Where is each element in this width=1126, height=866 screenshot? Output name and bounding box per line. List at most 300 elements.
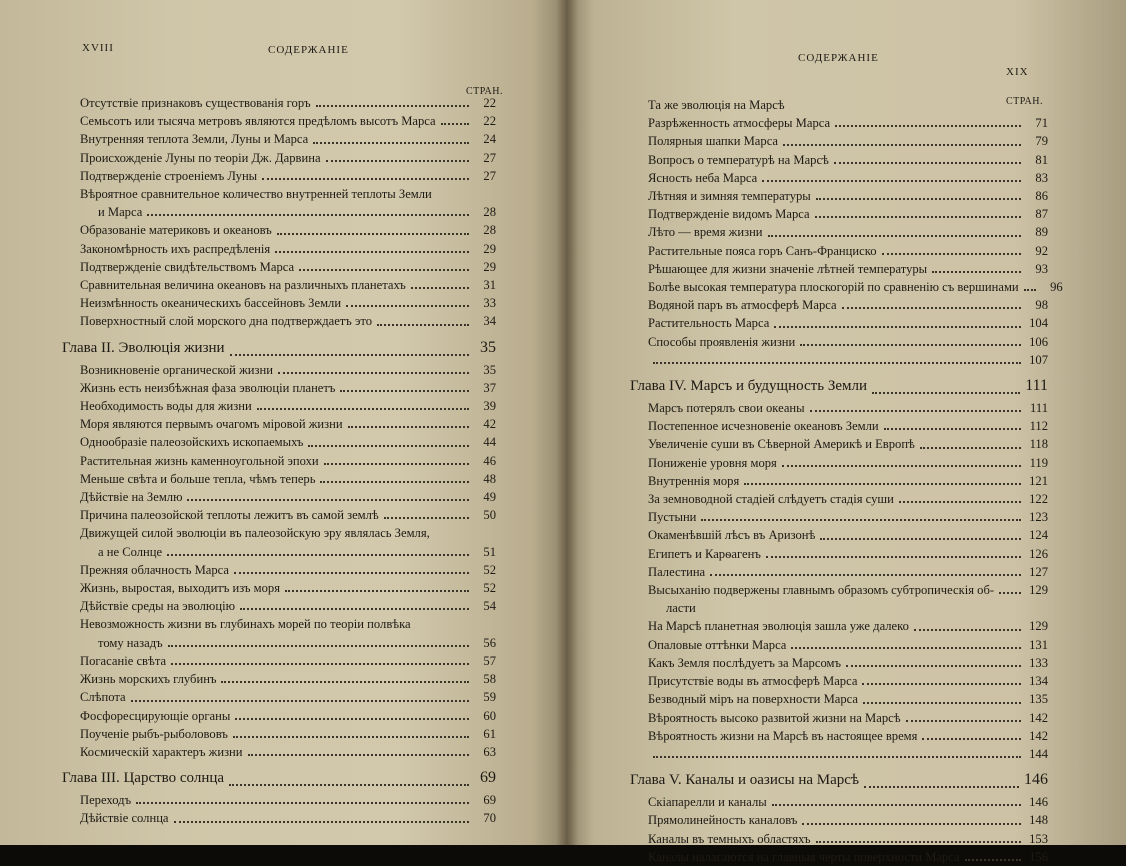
toc-entry bbox=[80, 524, 496, 542]
dot-leader bbox=[835, 124, 1021, 127]
dot-leader bbox=[920, 446, 1021, 449]
dot-leader bbox=[229, 783, 469, 786]
toc-entry-title: Меньше свѣта и больше тепла, чѣмъ теперь bbox=[80, 471, 316, 486]
right-folio: XIX bbox=[1006, 66, 1029, 78]
toc-entry-title: Растительная жизнь каменноугольной эпохи bbox=[80, 453, 319, 468]
toc-entry-title: Неизмѣнность океаническихъ бассейновъ Земли bbox=[80, 296, 342, 311]
toc-entry-page-number: 135 bbox=[1029, 692, 1048, 707]
dot-leader bbox=[772, 803, 1021, 806]
toc-entry-page-number: 63 bbox=[483, 744, 496, 759]
toc-entry-page-number: 61 bbox=[483, 726, 496, 741]
dot-leader bbox=[914, 628, 1021, 631]
toc-entry-title: Растительность Марса bbox=[648, 316, 770, 331]
toc-entry-page-number: 98 bbox=[1035, 298, 1048, 313]
toc-entry-page-number: 46 bbox=[483, 453, 496, 468]
dot-leader bbox=[932, 270, 1021, 273]
toc-entry-page-number: 59 bbox=[483, 690, 496, 705]
toc-entry-title: Образованіе материковъ и океановъ bbox=[80, 223, 272, 238]
dot-leader bbox=[965, 858, 1021, 861]
toc-entry bbox=[80, 94, 496, 112]
dot-leader bbox=[441, 122, 469, 125]
toc-entry-page-number: 127 bbox=[1029, 564, 1048, 579]
toc-entry-title: Подтвержденіе видомъ Марса bbox=[648, 207, 810, 222]
toc-entry-page-number: 58 bbox=[483, 672, 496, 687]
toc-entry-title: Погасаніе свѣта bbox=[80, 653, 167, 668]
dot-leader bbox=[782, 464, 1021, 467]
dot-leader bbox=[862, 682, 1021, 685]
dot-leader bbox=[766, 555, 1021, 558]
toc-entry-title: Каналы налагаются на главныя черты поверхности Марса bbox=[648, 849, 960, 864]
toc-entry bbox=[648, 490, 1048, 508]
toc-entry-title: Палестина bbox=[648, 564, 706, 579]
toc-entry bbox=[80, 112, 496, 130]
toc-entry bbox=[80, 167, 496, 185]
toc-entry-page-number: 39 bbox=[483, 399, 496, 414]
toc-entry-page-number: 133 bbox=[1029, 655, 1048, 670]
toc-entry bbox=[80, 561, 496, 579]
toc-entry-title: Глава II. Эволюція жизни bbox=[62, 339, 225, 356]
toc-entry-title: Вопросъ о температурѣ на Марсѣ bbox=[648, 152, 829, 167]
dot-leader bbox=[174, 820, 469, 823]
toc-entry-title: Растительные пояса горъ Санъ-Франциско bbox=[648, 243, 877, 258]
toc-entry bbox=[648, 508, 1048, 526]
toc-entry-title: Невозможность жизни въ глубинахъ морей по теоріи полвѣка bbox=[80, 617, 411, 632]
dot-leader bbox=[774, 325, 1021, 328]
toc-entry-title: Прежняя облачность Марса bbox=[80, 562, 230, 577]
toc-entry-page-number: 96 bbox=[1050, 280, 1063, 295]
toc-entry-page-number: 123 bbox=[1029, 510, 1048, 525]
dot-leader bbox=[872, 391, 1020, 394]
toc-entry-page-number: 51 bbox=[483, 544, 496, 559]
dot-leader bbox=[653, 755, 1021, 758]
toc-entry bbox=[648, 435, 1048, 453]
toc-entry-title: Присутствіе воды въ атмосферѣ Марса bbox=[648, 674, 858, 689]
toc-entry-title: Однообразіе палеозойскихъ ископаемыхъ bbox=[80, 435, 304, 450]
toc-entry bbox=[648, 278, 1063, 296]
toc-entry-page-number: 50 bbox=[483, 508, 496, 523]
toc-entry-page-number: 156 bbox=[1029, 849, 1048, 864]
toc-entry-title: Глава III. Царство солнца bbox=[62, 770, 225, 787]
toc-entry bbox=[648, 830, 1048, 848]
toc-entry bbox=[648, 811, 1048, 829]
toc-entry-page-number: 52 bbox=[483, 581, 496, 596]
toc-entry bbox=[648, 545, 1048, 563]
toc-entry-title: Высыханію подвержены главнымъ образомъ субтропическія об- bbox=[648, 583, 995, 598]
toc-entry bbox=[80, 809, 496, 827]
toc-entry-page-number: 106 bbox=[1029, 334, 1048, 349]
left-page-column-label: СТРАН. bbox=[466, 86, 504, 97]
toc-entry bbox=[80, 203, 496, 221]
toc-entry-page-number: 153 bbox=[1029, 831, 1048, 846]
dot-leader bbox=[326, 159, 469, 162]
chapter-heading bbox=[62, 335, 496, 361]
toc-entry-title: ласти bbox=[666, 601, 696, 616]
dot-leader bbox=[384, 516, 469, 519]
toc-entry-page-number: 111 bbox=[1025, 377, 1048, 395]
toc-entry-page-number: 92 bbox=[1035, 243, 1048, 258]
toc-entry-page-number: 93 bbox=[1035, 261, 1048, 276]
toc-entry-page-number: 119 bbox=[1029, 455, 1048, 470]
toc-entry-page-number: 83 bbox=[1035, 170, 1048, 185]
dot-leader bbox=[299, 268, 469, 271]
toc-entry-title: Ясность неба Марса bbox=[648, 170, 758, 185]
toc-entry-title: Пустыни bbox=[648, 510, 697, 525]
toc-entry-title: Дѣйствіе солнца bbox=[80, 811, 169, 826]
toc-entry bbox=[648, 260, 1048, 278]
toc-entry bbox=[80, 149, 496, 167]
dot-leader bbox=[147, 213, 469, 216]
toc-entry-page-number: 54 bbox=[483, 599, 496, 614]
dot-leader bbox=[278, 371, 469, 374]
toc-entry-page-number: 104 bbox=[1029, 316, 1048, 331]
dot-leader bbox=[316, 104, 469, 107]
toc-entry-page-number: 70 bbox=[483, 811, 496, 826]
dot-leader bbox=[653, 361, 1021, 364]
dot-leader bbox=[187, 498, 469, 501]
toc-entry-page-number: 60 bbox=[483, 708, 496, 723]
dot-leader bbox=[710, 573, 1021, 576]
toc-entry bbox=[648, 114, 1048, 132]
dot-leader bbox=[701, 518, 1021, 521]
dot-leader bbox=[842, 306, 1021, 309]
toc-entry-title: Движущей силой эволюціи въ палеозойскую эру являлась Земля, bbox=[80, 526, 430, 541]
toc-entry-page-number: 146 bbox=[1024, 771, 1048, 789]
toc-entry-page-number: 121 bbox=[1029, 473, 1048, 488]
toc-entry-page-number: 24 bbox=[483, 132, 496, 147]
dot-leader bbox=[233, 735, 469, 738]
toc-entry-title: Глава V. Каналы и оазисы на Марсѣ bbox=[630, 772, 860, 789]
dot-leader bbox=[131, 699, 469, 702]
toc-entry-page-number: 22 bbox=[483, 96, 496, 110]
toc-entry bbox=[80, 258, 496, 276]
dot-leader bbox=[346, 304, 469, 307]
toc-entry-title: Постепенное исчезновеніе океановъ Земли bbox=[648, 419, 879, 434]
toc-entry bbox=[80, 452, 496, 470]
toc-entry bbox=[80, 221, 496, 239]
toc-entry bbox=[80, 615, 496, 633]
book-gutter bbox=[556, 0, 578, 845]
toc-entry-title: Подтвержденіе строеніемъ Луны bbox=[80, 168, 258, 183]
dot-leader bbox=[999, 591, 1021, 594]
dot-leader bbox=[171, 662, 469, 665]
right-page bbox=[566, 0, 1126, 864]
toc-entry-title: Водяной паръ въ атмосферѣ Марса bbox=[648, 298, 837, 313]
toc-entry bbox=[80, 185, 496, 203]
toc-entry bbox=[648, 454, 1048, 472]
toc-entry bbox=[80, 543, 496, 561]
toc-entry-page-number: 89 bbox=[1035, 225, 1048, 240]
toc-entry-title: Каналы въ темныхъ областяхъ bbox=[648, 831, 811, 846]
toc-entry bbox=[80, 312, 496, 330]
toc-entry bbox=[80, 579, 496, 597]
dot-leader bbox=[257, 407, 469, 410]
toc-entry bbox=[648, 333, 1048, 351]
toc-entry-title: Фосфоресцирующіе органы bbox=[80, 708, 231, 723]
dot-leader bbox=[234, 571, 469, 574]
toc-entry bbox=[80, 725, 496, 743]
toc-entry bbox=[80, 470, 496, 488]
toc-entry bbox=[648, 793, 1048, 811]
toc-entry-title: Лѣто — время жизни bbox=[648, 225, 763, 240]
toc-entry bbox=[648, 636, 1048, 654]
toc-entry-page-number: 131 bbox=[1029, 637, 1048, 652]
toc-entry bbox=[80, 433, 496, 451]
toc-entry-title: Та же эволюція на Марсѣ bbox=[648, 98, 785, 112]
toc-entry-title: Переходъ bbox=[80, 793, 132, 808]
toc-entry-title: Сравнительная величина океановъ на различныхъ планетахъ bbox=[80, 278, 406, 293]
dot-leader bbox=[348, 425, 469, 428]
right-toc-list bbox=[630, 96, 1063, 866]
toc-entry bbox=[80, 276, 496, 294]
toc-entry-page-number: 31 bbox=[483, 278, 496, 293]
toc-entry-page-number: 29 bbox=[483, 259, 496, 274]
toc-entry-title: Скіапарелли и каналы bbox=[648, 795, 767, 810]
dot-leader bbox=[846, 664, 1021, 667]
toc-entry-title: Дѣйствіе среды на эволюцію bbox=[80, 599, 235, 614]
toc-entry-page-number: 69 bbox=[483, 793, 496, 808]
toc-entry-title: Жизнь, выростая, выходитъ изъ моря bbox=[80, 581, 281, 596]
toc-entry bbox=[80, 506, 496, 524]
dot-leader bbox=[235, 717, 469, 720]
toc-entry bbox=[648, 526, 1048, 544]
dot-leader bbox=[816, 840, 1021, 843]
toc-entry-page-number: 34 bbox=[483, 314, 496, 329]
toc-entry-title: Происхожденіе Луны по теоріи Дж. Дарвина bbox=[80, 150, 321, 165]
toc-entry bbox=[648, 848, 1048, 866]
toc-entry bbox=[80, 652, 496, 670]
toc-entry-page-number: 44 bbox=[483, 435, 496, 450]
toc-entry-title: Вѣроятность жизни на Марсѣ въ настоящее время bbox=[648, 728, 918, 743]
toc-entry bbox=[648, 654, 1048, 672]
dot-leader bbox=[922, 737, 1021, 740]
toc-entry-title: Жизнь морскихъ глубинъ bbox=[80, 672, 217, 687]
toc-entry-title: Окаменѣвшій лѣсъ въ Аризонѣ bbox=[648, 528, 816, 543]
toc-entry-page-number: 144 bbox=[1029, 746, 1048, 761]
left-running-head: СОДЕРЖАНІЕ bbox=[268, 44, 349, 56]
dot-leader bbox=[906, 719, 1021, 722]
toc-entry bbox=[80, 707, 496, 725]
toc-entry-title: На Марсѣ планетная эволюція зашла уже далеко bbox=[648, 619, 909, 634]
toc-entry bbox=[80, 240, 496, 258]
toc-entry bbox=[648, 617, 1048, 635]
toc-entry-title: Космическій характеръ жизни bbox=[80, 744, 243, 759]
toc-entry-title: Жизнь есть неизбѣжная фаза эволюціи планетъ bbox=[80, 380, 336, 395]
toc-entry bbox=[80, 688, 496, 706]
toc-entry-page-number: 148 bbox=[1029, 813, 1048, 828]
toc-entry bbox=[80, 294, 496, 312]
dot-leader bbox=[221, 680, 469, 683]
toc-entry-title: Марсъ потерялъ свои океаны bbox=[648, 401, 805, 416]
toc-entry bbox=[648, 672, 1048, 690]
toc-entry bbox=[648, 132, 1048, 150]
toc-entry-title: Поученіе рыбъ-рыболововъ bbox=[80, 726, 228, 741]
dot-leader bbox=[864, 785, 1019, 788]
toc-entry bbox=[80, 597, 496, 615]
toc-entry-title: Полярныя шапки Марса bbox=[648, 134, 779, 149]
dot-leader bbox=[1024, 288, 1036, 291]
toc-entry-page-number: 27 bbox=[483, 168, 496, 183]
left-page bbox=[0, 0, 566, 845]
dot-leader bbox=[768, 234, 1021, 237]
toc-entry bbox=[80, 397, 496, 415]
toc-entry-title: Возникновеніе органической жизни bbox=[80, 362, 273, 377]
toc-entry bbox=[648, 205, 1048, 223]
dot-leader bbox=[320, 480, 469, 483]
dot-leader bbox=[167, 553, 469, 556]
toc-entry-page-number: 33 bbox=[483, 296, 496, 311]
toc-entry-page-number: 129 bbox=[1029, 583, 1048, 598]
toc-entry bbox=[648, 745, 1048, 763]
chapter-heading bbox=[630, 373, 1048, 399]
toc-entry-title: Вѣроятное сравнительное количество внутренней теплоты Земли bbox=[80, 187, 432, 202]
toc-entry-page-number: 129 bbox=[1029, 619, 1048, 634]
toc-entry bbox=[648, 417, 1048, 435]
dot-leader bbox=[783, 143, 1021, 146]
toc-entry bbox=[648, 169, 1048, 187]
toc-entry bbox=[648, 96, 1048, 114]
left-toc-list bbox=[62, 94, 496, 828]
toc-entry-title: Внутренняя теплота Земли, Луны и Марса bbox=[80, 132, 309, 147]
toc-entry-page-number: 37 bbox=[483, 380, 496, 395]
toc-entry-page-number: 118 bbox=[1029, 437, 1048, 452]
dot-leader bbox=[800, 343, 1021, 346]
dot-leader bbox=[820, 537, 1021, 540]
toc-entry bbox=[80, 415, 496, 433]
toc-entry-page-number: 71 bbox=[1035, 116, 1048, 131]
dot-leader bbox=[762, 179, 1021, 182]
toc-entry-page-number: 35 bbox=[480, 338, 496, 356]
dot-leader bbox=[313, 141, 469, 144]
toc-entry-page-number: 29 bbox=[483, 241, 496, 256]
toc-entry-page-number: 87 bbox=[1035, 207, 1048, 222]
toc-entry bbox=[648, 399, 1048, 417]
toc-entry-page-number: 134 bbox=[1029, 674, 1048, 689]
toc-entry-page-number: 52 bbox=[483, 562, 496, 577]
toc-entry-title: Внутреннія моря bbox=[648, 473, 740, 488]
toc-entry-title: Поверхностный слой морского дна подтверждаетъ это bbox=[80, 314, 372, 329]
toc-entry bbox=[648, 581, 1048, 599]
toc-entry-title: Подтвержденіе свидѣтельствомъ Марса bbox=[80, 259, 295, 274]
dot-leader bbox=[277, 232, 469, 235]
toc-entry-title: Глава IV. Марсъ и будущность Земли bbox=[630, 378, 867, 395]
dot-leader bbox=[899, 500, 1021, 503]
toc-entry-title: Отсутствіе признаковъ существованія горъ bbox=[80, 96, 311, 110]
toc-entry-page-number: 86 bbox=[1035, 189, 1048, 204]
toc-entry-title: Семьсотъ или тысяча метровъ являются предѣломъ высотъ Марса bbox=[80, 114, 436, 129]
dot-leader bbox=[262, 177, 469, 180]
right-running-head: СОДЕРЖАНІЕ bbox=[798, 52, 879, 64]
toc-entry bbox=[648, 709, 1048, 727]
toc-entry-page-number: 28 bbox=[483, 223, 496, 238]
toc-entry-title: Прямолинейность каналовъ bbox=[648, 813, 798, 828]
dot-leader bbox=[816, 197, 1021, 200]
toc-entry-title: Пониженіе уровня моря bbox=[648, 455, 777, 470]
dot-leader bbox=[791, 646, 1021, 649]
toc-entry-title: а не Солнце bbox=[98, 544, 163, 559]
toc-entry-title: Увеличеніе суши въ Сѣверной Америкѣ и Европѣ bbox=[648, 437, 915, 452]
toc-entry-page-number: 27 bbox=[483, 150, 496, 165]
toc-entry-title: Разрѣженность атмосферы Марса bbox=[648, 116, 831, 131]
toc-entry-title: Дѣйствіе на Землю bbox=[80, 490, 183, 505]
toc-entry-title: Какъ Земля послѣдуетъ за Марсомъ bbox=[648, 655, 841, 670]
toc-entry bbox=[648, 187, 1048, 205]
dot-leader bbox=[240, 607, 469, 610]
dot-leader bbox=[884, 427, 1021, 430]
toc-entry-page-number: 56 bbox=[483, 635, 496, 650]
dot-leader bbox=[308, 444, 469, 447]
toc-entry-page-number: 111 bbox=[1030, 401, 1048, 416]
toc-entry bbox=[80, 488, 496, 506]
dot-leader bbox=[377, 323, 469, 326]
dot-leader bbox=[815, 215, 1021, 218]
toc-entry-page-number: 81 bbox=[1035, 152, 1048, 167]
toc-entry-title: Моря являются первымъ очагомъ міровой жизни bbox=[80, 417, 343, 432]
toc-entry-page-number: 28 bbox=[483, 205, 496, 220]
toc-entry bbox=[648, 563, 1048, 581]
toc-entry bbox=[80, 361, 496, 379]
toc-entry-page-number: 48 bbox=[483, 471, 496, 486]
dot-leader bbox=[324, 462, 469, 465]
toc-entry-page-number: 146 bbox=[1029, 795, 1048, 810]
toc-entry-title: Рѣшающее для жизни значеніе лѣтней температуры bbox=[648, 261, 928, 276]
toc-entry bbox=[80, 379, 496, 397]
dot-leader bbox=[882, 252, 1021, 255]
toc-entry-title: Болѣе высокая температура плоскогорій по сравненію съ вершинами bbox=[648, 280, 1019, 295]
toc-entry-page-number: 35 bbox=[483, 362, 496, 377]
chapter-heading bbox=[630, 767, 1048, 793]
toc-entry-title: тому назадъ bbox=[98, 635, 163, 650]
toc-entry bbox=[648, 351, 1048, 369]
toc-entry-page-number: 126 bbox=[1029, 546, 1048, 561]
toc-entry bbox=[80, 670, 496, 688]
toc-entry bbox=[648, 690, 1048, 708]
toc-entry-page-number: 124 bbox=[1029, 528, 1048, 543]
chapter-heading bbox=[62, 765, 496, 791]
dot-leader bbox=[411, 286, 469, 289]
toc-entry-title: Египетъ и Карѳагенъ bbox=[648, 546, 761, 561]
toc-entry-page-number: 69 bbox=[480, 769, 496, 787]
toc-entry-page-number: 22 bbox=[483, 114, 496, 129]
toc-entry-title: Слѣпота bbox=[80, 690, 126, 705]
toc-entry-title: и Марса bbox=[98, 205, 143, 220]
toc-entry bbox=[80, 634, 496, 652]
toc-entry bbox=[648, 727, 1048, 745]
dot-leader bbox=[802, 822, 1021, 825]
dot-leader bbox=[168, 644, 469, 647]
toc-entry bbox=[80, 130, 496, 148]
dot-leader bbox=[340, 389, 469, 392]
toc-entry-page-number: 79 bbox=[1035, 134, 1048, 149]
toc-entry-page-number: 112 bbox=[1029, 419, 1048, 434]
dot-leader bbox=[834, 161, 1021, 164]
toc-entry bbox=[648, 472, 1048, 490]
toc-entry-title: Опаловые оттѣнки Марса bbox=[648, 637, 787, 652]
toc-entry-page-number: 107 bbox=[1029, 352, 1048, 367]
dot-leader bbox=[275, 250, 469, 253]
toc-entry-page-number: 57 bbox=[483, 653, 496, 668]
toc-entry-page-number: 42 bbox=[483, 417, 496, 432]
toc-entry-page-number: 49 bbox=[483, 490, 496, 505]
dot-leader bbox=[744, 482, 1021, 485]
dot-leader bbox=[863, 701, 1021, 704]
dot-leader bbox=[285, 589, 469, 592]
toc-entry bbox=[648, 599, 1048, 617]
toc-entry-title: Необходимость воды для жизни bbox=[80, 399, 252, 414]
toc-entry-title: Причина палеозойской теплоты лежитъ въ самой землѣ bbox=[80, 508, 379, 523]
toc-entry bbox=[80, 791, 496, 809]
toc-entry bbox=[648, 314, 1048, 332]
toc-entry bbox=[648, 242, 1048, 260]
